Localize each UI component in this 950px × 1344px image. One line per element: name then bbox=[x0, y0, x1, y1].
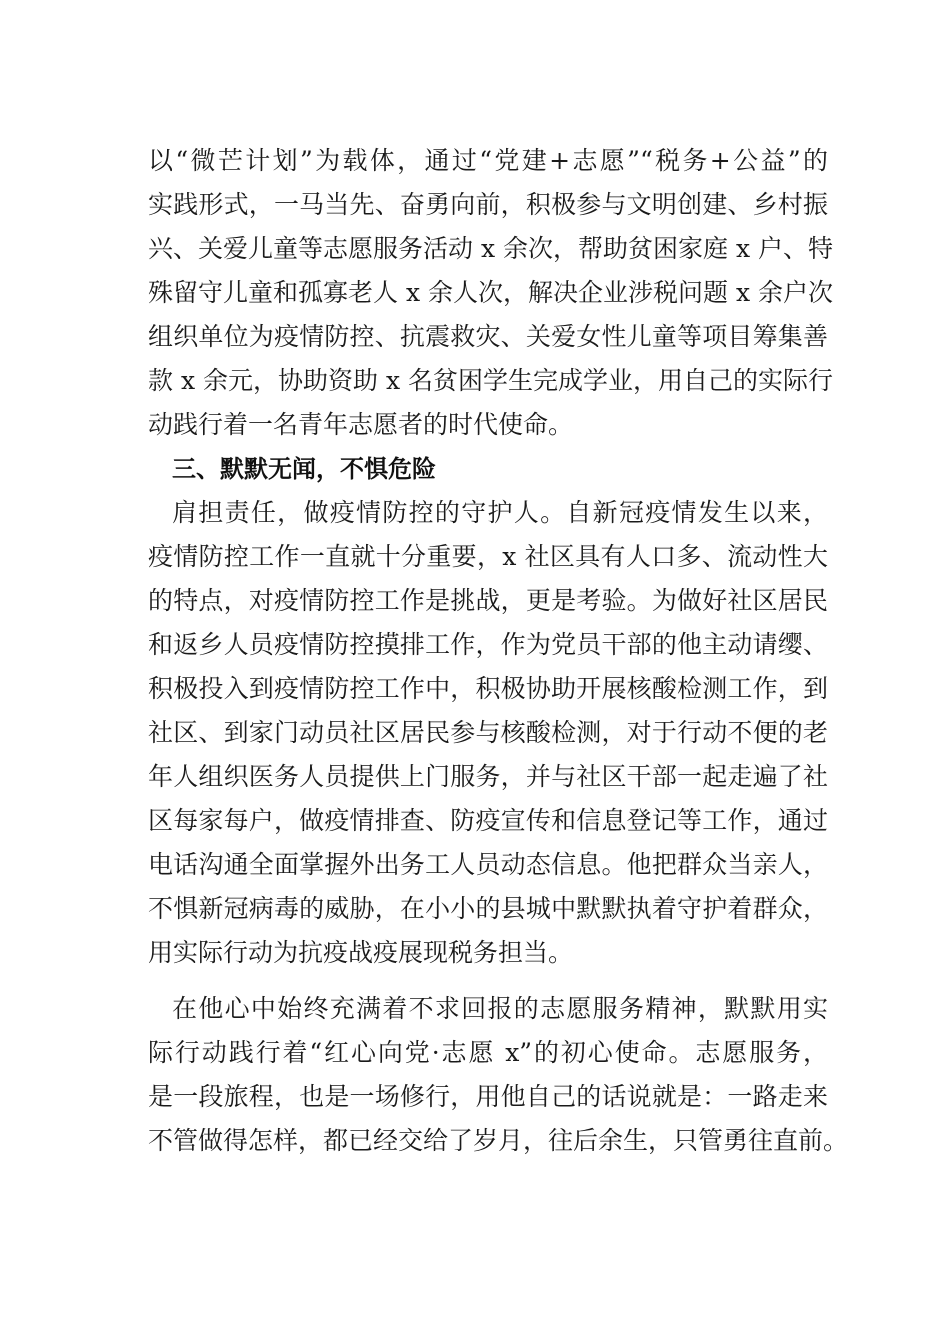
paragraph-3-line-3: 是一段旅程，也是一场修行，用他自己的话说就是：一路走来 bbox=[148, 1082, 828, 1111]
paragraph-2-line-5: 积极投入到疫情防控工作中，积极协助开展核酸检测工作，到 bbox=[148, 674, 828, 703]
paragraph-3-line-2: 际行动践行着“红心向党·志愿 x”的初心使命。志愿服务， bbox=[148, 1038, 828, 1067]
paragraph-3-line-1: 在他心中始终充满着不求回报的志愿服务精神，默默用实 bbox=[172, 994, 828, 1023]
section-heading: 三、默默无闻，不惧危险 bbox=[172, 455, 436, 483]
paragraph-1-line-6: 款 x 余元，协助资助 x 名贫困学生完成学业，用自己的实际行 bbox=[148, 366, 833, 395]
paragraph-2-line-3: 的特点，对疫情防控工作是挑战，更是考验。为做好社区居民 bbox=[148, 586, 828, 615]
paragraph-2-line-4: 和返乡人员疫情防控摸排工作，作为党员干部的他主动请缨、 bbox=[148, 630, 828, 659]
paragraph-3-line-4: 不管做得怎样，都已经交给了岁月，往后余生，只管勇往直前。 bbox=[148, 1126, 849, 1155]
paragraph-2-line-11: 用实际行动为抗疫战疫展现税务担当。 bbox=[148, 938, 574, 967]
paragraph-2-line-10: 不惧新冠病毒的威胁，在小小的县城中默默执着守护着群众， bbox=[148, 894, 828, 923]
paragraph-2-line-6: 社区、到家门动员社区居民参与核酸检测，对于行动不便的老 bbox=[148, 718, 828, 747]
paragraph-2-line-9: 电话沟通全面掌握外出务工人员动态信息。他把群众当亲人， bbox=[148, 850, 828, 879]
paragraph-1-line-5: 组织单位为疫情防控、抗震救灾、关爱女性儿童等项目筹集善 bbox=[148, 322, 828, 351]
paragraph-1-line-4: 殊留守儿童和孤寡老人 x 余人次，解决企业涉税问题 x 余户次 bbox=[148, 278, 833, 307]
paragraph-1-line-7: 动践行着一名青年志愿者的时代使命。 bbox=[148, 410, 574, 439]
paragraph-2-line-7: 年人组织医务人员提供上门服务，并与社区干部一起走遍了社 bbox=[148, 762, 828, 791]
paragraph-1-line-1: 以“微芒计划”为载体，通过“党建+志愿”“税务+公益”的 bbox=[148, 146, 828, 175]
paragraph-2-line-8: 区每家每户，做疫情排查、防疫宣传和信息登记等工作，通过 bbox=[148, 806, 828, 835]
paragraph-1-line-3: 兴、关爱儿童等志愿服务活动 x 余次，帮助贫困家庭 x 户、特 bbox=[148, 234, 833, 263]
paragraph-2-line-1: 肩担责任，做疫情防控的守护人。自新冠疫情发生以来， bbox=[172, 498, 828, 527]
paragraph-1-line-2: 实践形式，一马当先、奋勇向前，积极参与文明创建、乡村振 bbox=[148, 190, 828, 219]
paragraph-2-line-2: 疫情防控工作一直就十分重要，x 社区具有人口多、流动性大 bbox=[148, 542, 828, 571]
